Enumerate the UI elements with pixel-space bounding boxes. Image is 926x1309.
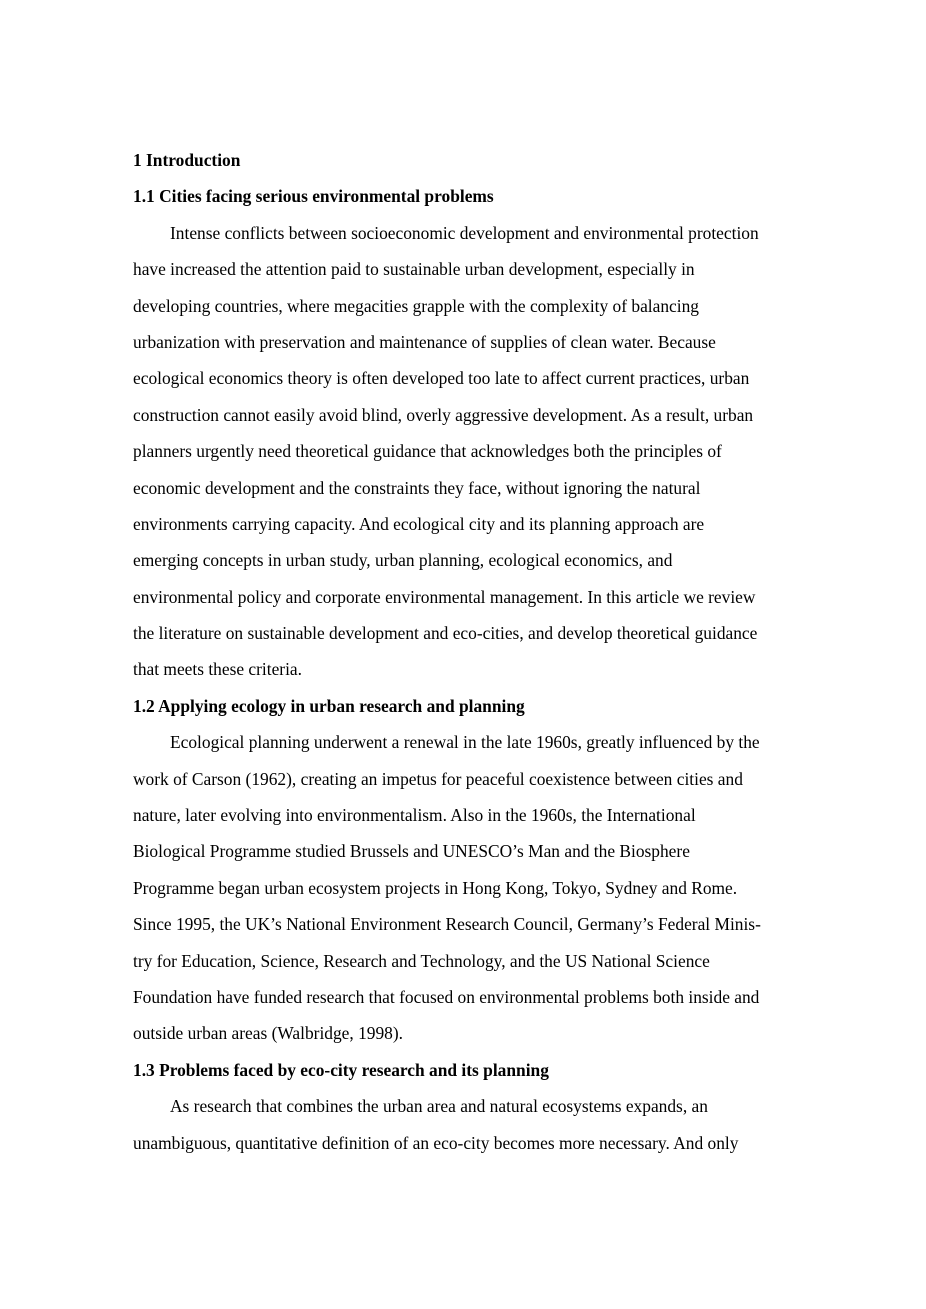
paragraph-line: the literature on sustainable development and eco-cities, and develop theoretical guidance xyxy=(133,623,758,644)
paragraph-line: environments carrying capacity. And ecological city and its planning approach are xyxy=(133,513,705,534)
paragraph-line: Foundation have funded research that focused on environmental problems both inside and xyxy=(133,986,760,1007)
document-page xyxy=(133,142,813,1161)
paragraph-line: economic development and the constraints they face, without ignoring the natural xyxy=(133,477,701,498)
paragraph-line: that meets these criteria. xyxy=(133,659,302,680)
paragraph-line: try for Education, Science, Research and Technology, and the US National Science xyxy=(133,950,710,971)
paragraph-line: Since 1995, the UK’s National Environment Research Council, Germany’s Federal Minis- xyxy=(133,914,761,935)
paragraph-line: ecological economics theory is often developed too late to affect current practices, urban xyxy=(133,368,750,389)
paragraph-line: Biological Programme studied Brussels and UNESCO’s Man and the Biosphere xyxy=(133,841,690,862)
paragraph-line: Ecological planning underwent a renewal in the late 1960s, greatly influenced by the xyxy=(170,732,760,753)
paragraph-line: Intense conflicts between socioeconomic development and environmental protection xyxy=(170,222,759,243)
paragraph-line: Programme began urban ecosystem projects in Hong Kong, Tokyo, Sydney and Rome. xyxy=(133,877,738,898)
subsection-heading-1-1: 1.1 Cities facing serious environmental problems xyxy=(133,186,494,207)
paragraph-line: have increased the attention paid to sustainable urban development, especially in xyxy=(133,259,695,280)
paragraph-line: planners urgently need theoretical guidance that acknowledges both the principles of xyxy=(133,441,722,462)
paragraph-line: developing countries, where megacities grapple with the complexity of balancing xyxy=(133,295,699,316)
paragraph-line: outside urban areas (Walbridge, 1998). xyxy=(133,1023,403,1044)
paragraph-line: construction cannot easily avoid blind, overly aggressive development. As a result, urban xyxy=(133,404,754,425)
section-heading-introduction: 1 Introduction xyxy=(133,150,241,170)
paragraph-line: nature, later evolving into environmentalism. Also in the 1960s, the International xyxy=(133,805,696,826)
paragraph-line: work of Carson (1962), creating an impetus for peaceful coexistence between cities and xyxy=(133,768,743,789)
paragraph-line: urbanization with preservation and maintenance of supplies of clean water. Because xyxy=(133,331,716,352)
subsection-heading-1-2: 1.2 Applying ecology in urban research and planning xyxy=(133,695,525,716)
paragraph-line: emerging concepts in urban study, urban planning, ecological economics, and xyxy=(133,550,673,571)
paragraph-line: unambiguous, quantitative definition of an eco-city becomes more necessary. And only xyxy=(133,1132,739,1153)
subsection-heading-1-3: 1.3 Problems faced by eco-city research and its planning xyxy=(133,1059,549,1080)
paragraph-line: environmental policy and corporate environmental management. In this article we review xyxy=(133,586,756,607)
paragraph-line: As research that combines the urban area and natural ecosystems expands, an xyxy=(170,1096,708,1117)
